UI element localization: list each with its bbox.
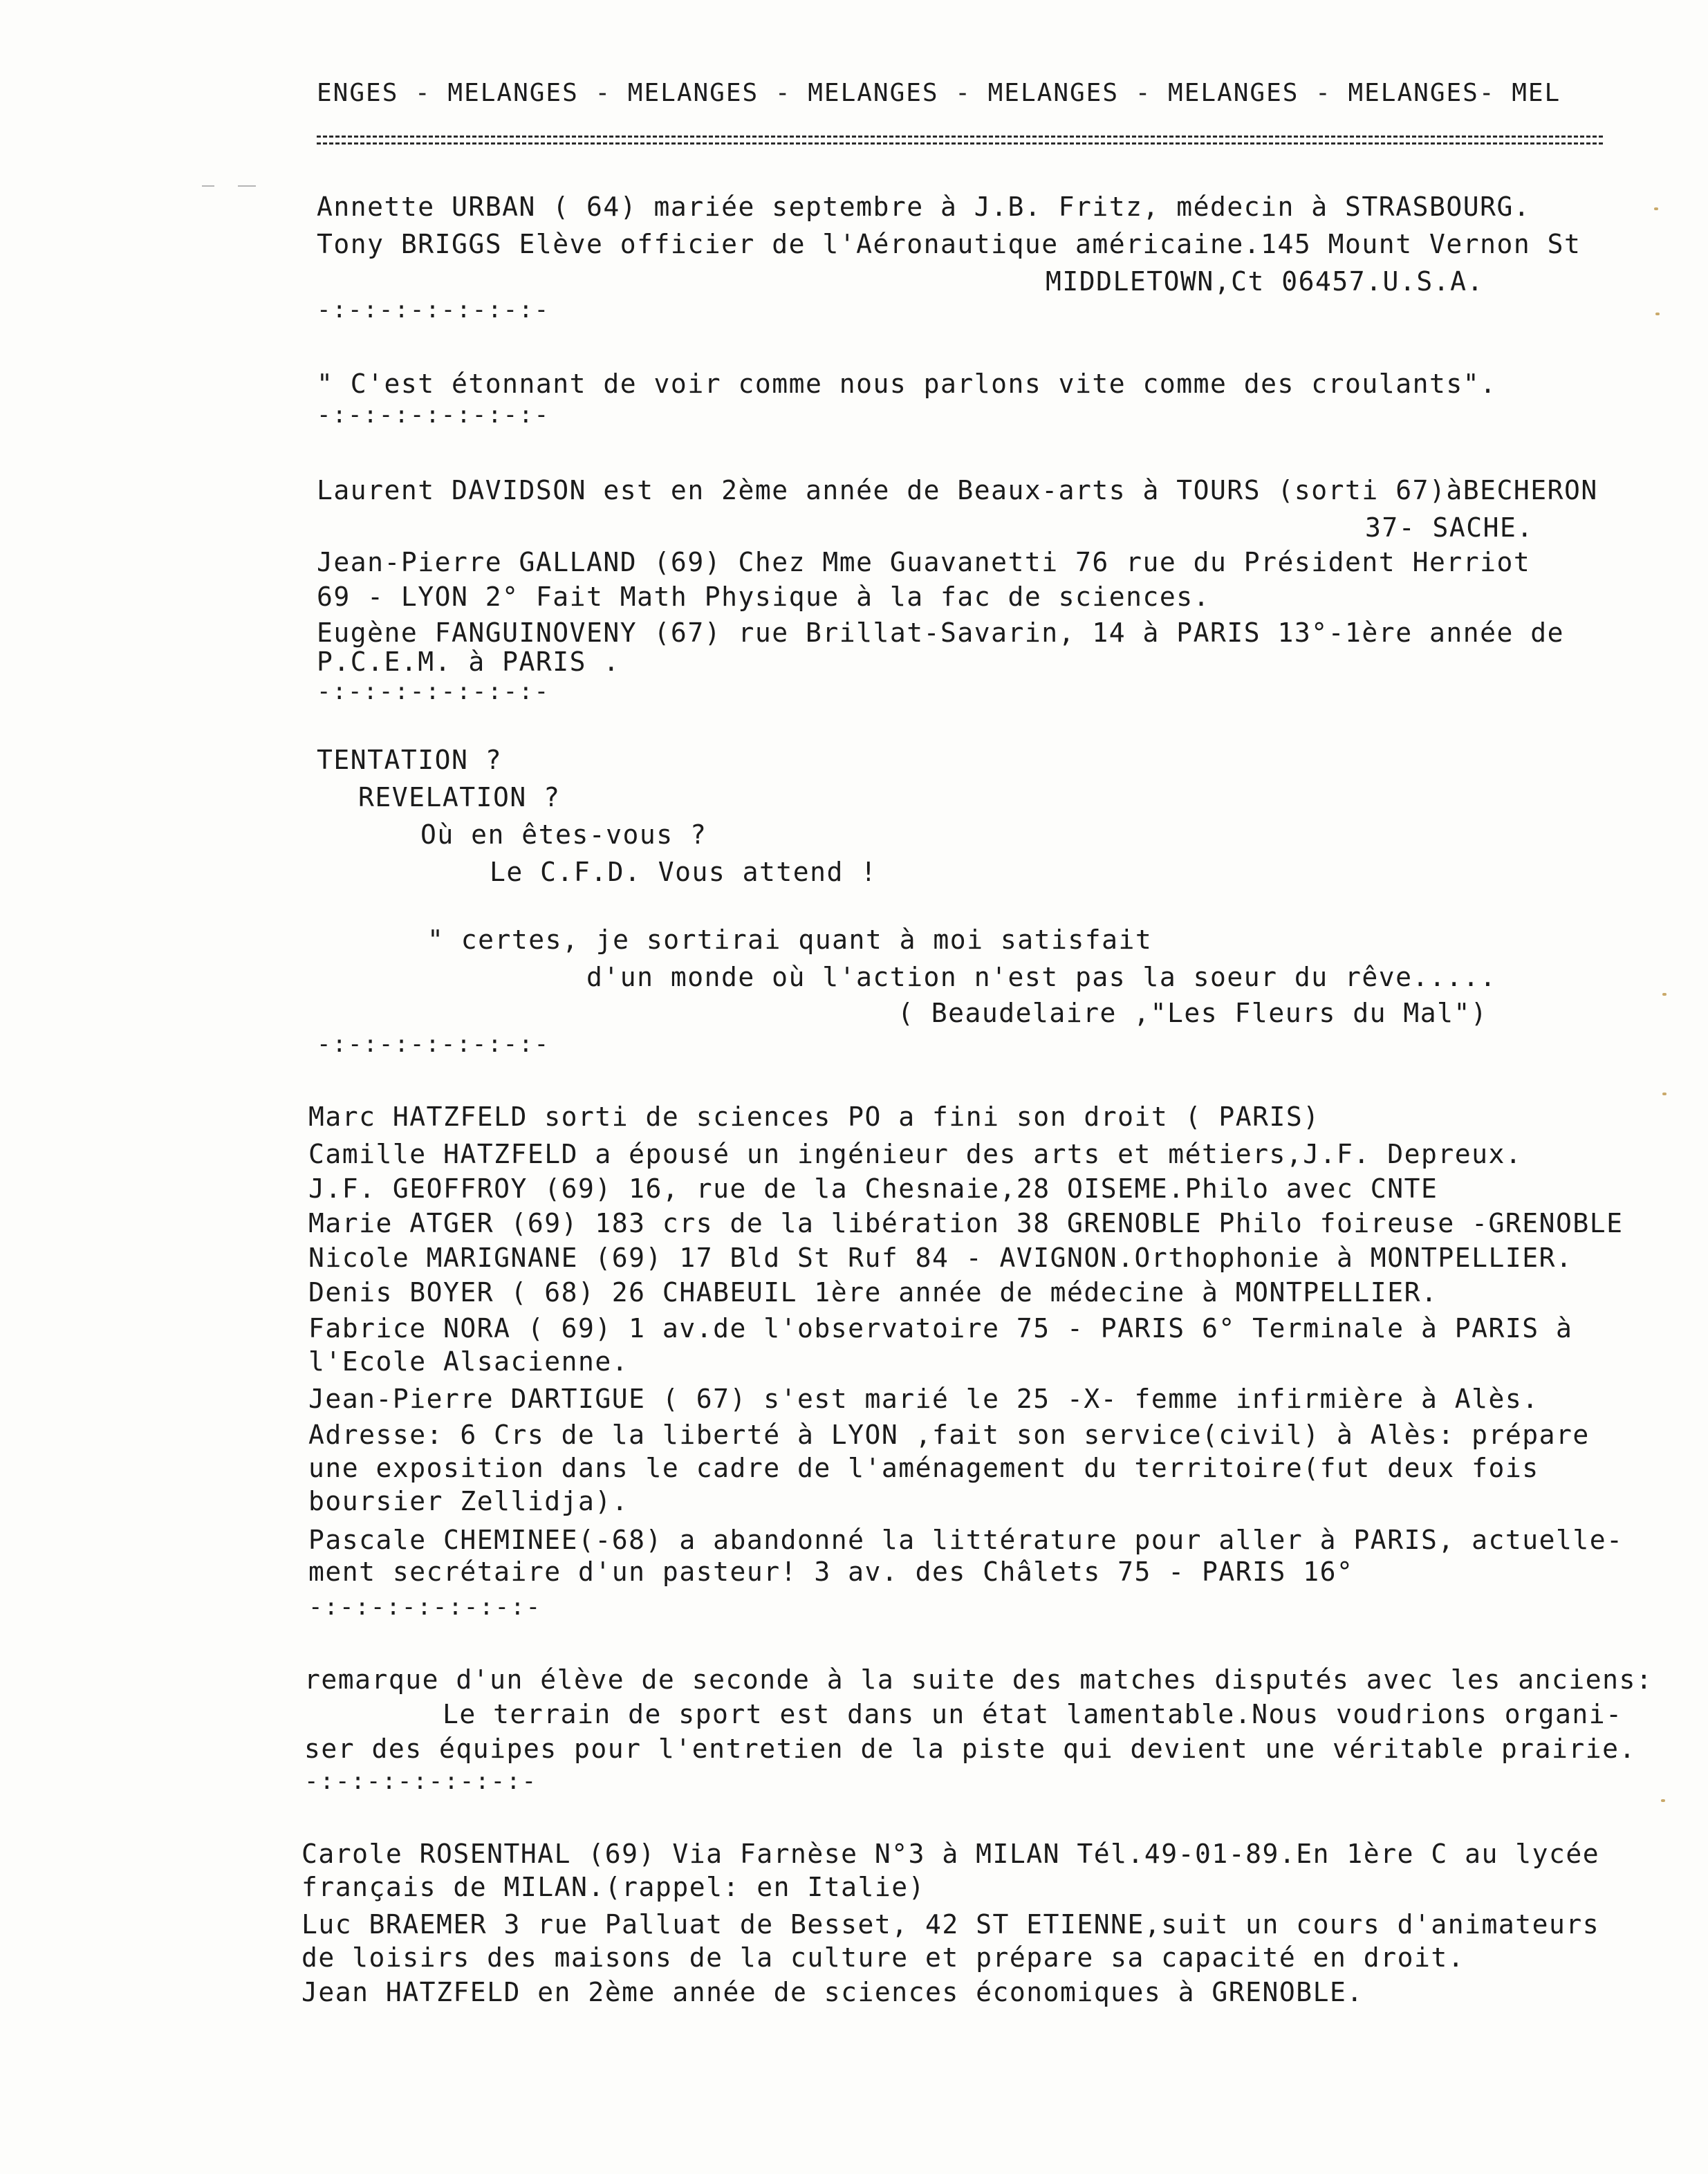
remarque-eleve: remarque d'un élève de seconde à la suite des matches disputés avec les anciens: — [304, 1664, 1653, 1695]
entry-dartigue-cont1: une exposition dans le cadre de l'aménagement du territoire(fut deux fois — [308, 1453, 1539, 1483]
paper-speck — [1654, 207, 1658, 210]
margin-mark — [202, 185, 214, 187]
separator: -:-:-:-:-:-:-:- — [317, 1030, 550, 1058]
separator: -:-:-:-:-:-:-:- — [304, 1767, 538, 1795]
baudelaire-quote-line1: " certes, je sortirai quant à moi satisfait — [427, 925, 1153, 955]
entry-cheminee: Pascale CHEMINEE(-68) a abandonné la littérature pour aller à PARIS, actuelle- — [308, 1525, 1624, 1555]
entry-rosenthal: Carole ROSENTHAL (69) Via Farnèse N°3 à MILAN Tél.49-01-89.En 1ère C au lycée — [301, 1839, 1600, 1869]
entry-marignane: Nicole MARIGNANE (69) 17 Bld St Ruf 84 - AVIGNON.Orthophonie à MONTPELLIER. — [308, 1243, 1573, 1273]
paper-speck — [1655, 313, 1660, 315]
separator: -:-:-:-:-:-:-:- — [317, 296, 550, 324]
entry-geoffroy: J.F. GEOFFROY (69) 16, rue de la Chesnaie,28 OISEME.Philo avec CNTE — [308, 1173, 1438, 1204]
header-rule-bottom — [317, 142, 1603, 145]
entry-rosenthal-cont: français de MILAN.(rappel: en Italie) — [301, 1872, 925, 1902]
entry-davidson-address: 37- SACHE. — [1365, 512, 1534, 543]
cfd-tentation: TENTATION ? — [317, 745, 503, 775]
baudelaire-attribution: ( Beaudelaire ,"Les Fleurs du Mal") — [898, 998, 1488, 1028]
paper-speck — [1661, 1799, 1665, 1802]
entry-cheminee-cont: ment secrétaire d'un pasteur! 3 av. des Châlets 75 - PARIS 16° — [308, 1557, 1354, 1587]
entry-dartigue-cont2: boursier Zellidja). — [308, 1486, 629, 1516]
quote-croulants: " C'est étonnant de voir comme nous parlons vite comme des croulants". — [317, 369, 1497, 399]
header-rule-top — [317, 136, 1603, 138]
paper-speck — [1662, 993, 1667, 996]
entry-marc-hatzfeld: Marc HATZFELD sorti de sciences PO a fini son droit ( PARIS) — [308, 1102, 1320, 1132]
cfd-attend: Le C.F.D. Vous attend ! — [490, 857, 878, 887]
baudelaire-quote-line2: d'un monde où l'action n'est pas la soeur du rêve..... — [586, 962, 1497, 992]
entry-briggs-address: MIDDLETOWN,Ct 06457.U.S.A. — [1046, 266, 1484, 297]
cfd-revelation: REVELATION ? — [358, 782, 561, 812]
entry-davidson: Laurent DAVIDSON est en 2ème année de Beaux-arts à TOURS (sorti 67)àBECHERON — [317, 475, 1598, 505]
separator: -:-:-:-:-:-:-:- — [308, 1593, 542, 1621]
entry-briggs: Tony BRIGGS Elève officier de l'Aéronautique américaine.145 Mount Vernon St — [317, 229, 1581, 259]
entry-galland-cont: 69 - LYON 2° Fait Math Physique à la fac de sciences. — [317, 582, 1211, 612]
separator: -:-:-:-:-:-:-:- — [317, 401, 550, 429]
entry-urban: Annette URBAN ( 64) mariée septembre à J.B. Fritz, médecin à STRASBOURG. — [317, 192, 1531, 222]
entry-dartigue-address: Adresse: 6 Crs de la liberté à LYON ,fait son service(civil) à Alès: prépare — [308, 1420, 1590, 1450]
entry-boyer: Denis BOYER ( 68) 26 CHABEUIL 1ère année de médecine à MONTPELLIER. — [308, 1277, 1438, 1308]
entry-fanguinoveny: Eugène FANGUINOVENY (67) rue Brillat-Savarin, 14 à PARIS 13°-1ère année de — [317, 617, 1564, 648]
entry-braemer: Luc BRAEMER 3 rue Palluat de Besset, 42 ST ETIENNE,suit un cours d'animateurs — [301, 1909, 1600, 1940]
entry-braemer-cont: de loisirs des maisons de la culture et prépare sa capacité en droit. — [301, 1942, 1465, 1973]
margin-mark — [238, 185, 256, 187]
page-header: ENGES - MELANGES - MELANGES - MELANGES - MELANGES - MELANGES - MELANGES- MEL — [317, 79, 1561, 107]
entry-camille-hatzfeld: Camille HATZFELD a épousé un ingénieur des arts et métiers,J.F. Depreux. — [308, 1139, 1523, 1169]
remarque-terrain: Le terrain de sport est dans un état lamentable.Nous voudrions organi- — [443, 1699, 1623, 1729]
cfd-question: Où en êtes-vous ? — [420, 819, 707, 850]
remarque-terrain-cont: ser des équipes pour l'entretien de la piste qui devient une véritable prairie. — [304, 1734, 1636, 1764]
separator: -:-:-:-:-:-:-:- — [317, 678, 550, 705]
entry-atger: Marie ATGER (69) 183 crs de la libération 38 GRENOBLE Philo foireuse -GRENOBLE — [308, 1208, 1624, 1238]
entry-dartigue: Jean-Pierre DARTIGUE ( 67) s'est marié le 25 -X- femme infirmière à Alès. — [308, 1384, 1539, 1414]
entry-galland: Jean-Pierre GALLAND (69) Chez Mme Guavanetti 76 rue du Président Herriot — [317, 547, 1531, 577]
paper-speck — [1662, 1093, 1667, 1095]
entry-fanguinoveny-cont: P.C.E.M. à PARIS . — [317, 647, 620, 677]
entry-jean-hatzfeld: Jean HATZFELD en 2ème année de sciences économiques à GRENOBLE. — [301, 1977, 1364, 2007]
entry-nora: Fabrice NORA ( 69) 1 av.de l'observatoire 75 - PARIS 6° Terminale à PARIS à — [308, 1313, 1573, 1344]
entry-nora-cont: l'Ecole Alsacienne. — [308, 1346, 629, 1377]
